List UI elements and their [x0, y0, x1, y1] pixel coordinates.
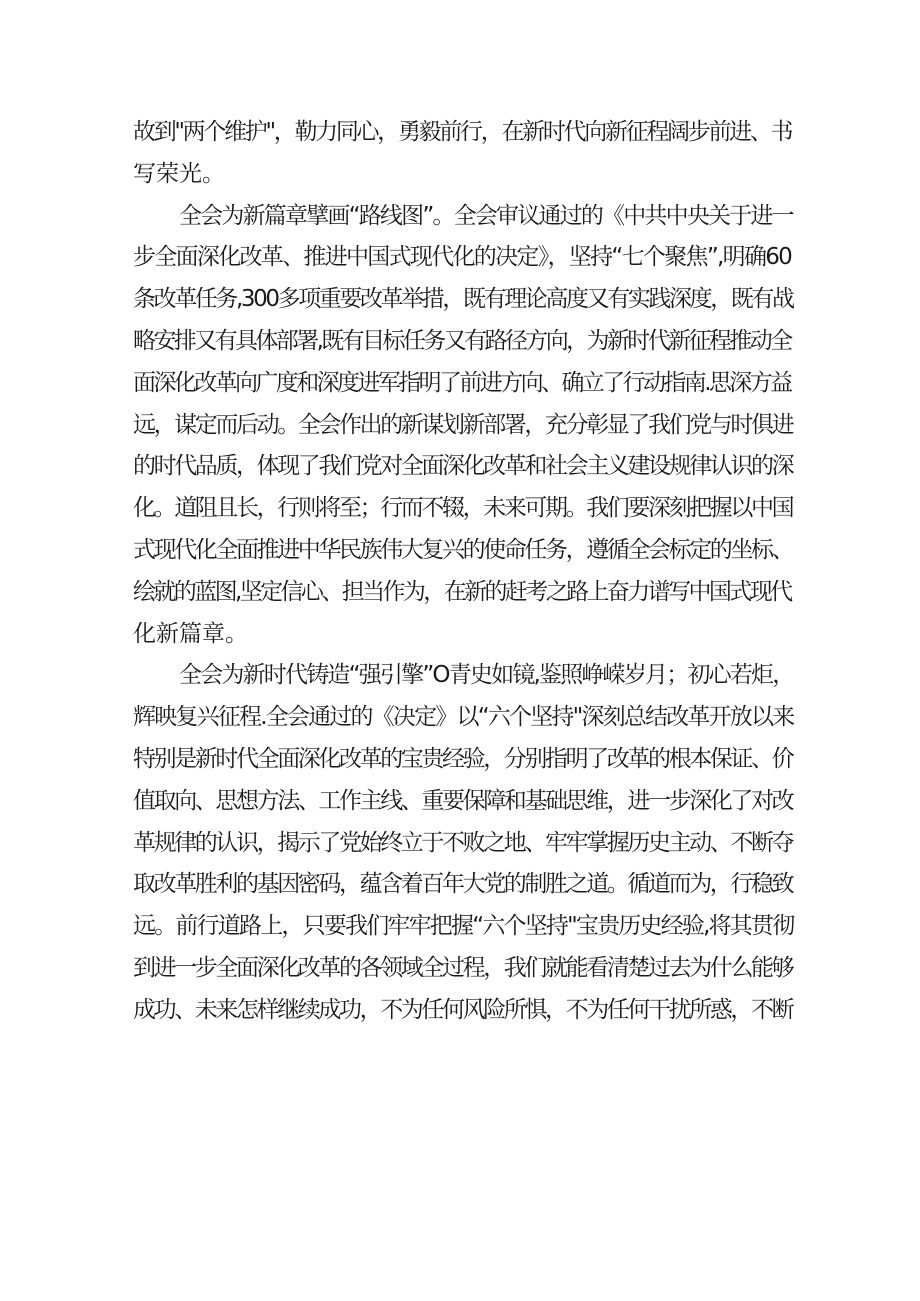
text-line: 取改革胜利的基因密码，蕴含着百年大党的制胜之道。循道而为，行稳致: [133, 871, 793, 898]
text-line: 远。前行道路上，只要我们牢牢把握“六个坚持"宝贵历史经验,将其贯彻: [133, 913, 794, 940]
paragraph-1: [133, 112, 793, 196]
text-line: 式现代化全面推进中华民族伟大复兴的使命任务，遵循全会标定的坐标、: [133, 536, 793, 563]
text-line: 值取向、思想方法、工作主线、重要保障和基础思维，进一步深化了对改: [133, 787, 793, 814]
text-line: 革规律的认识，揭示了党始终立于不败之地、牢牢掌握历史主动、不断夺: [133, 829, 793, 856]
text-line: 略安排又有具体部署,既有目标任务又有路径方向，为新时代新征程推动全: [133, 327, 791, 354]
text-line: 化新篇章。: [133, 620, 248, 647]
paragraph-2: [133, 196, 793, 656]
paragraph-3: [133, 655, 793, 1031]
text-line: 写荣光。: [133, 160, 225, 187]
text-line: 全会为新时代铸造“强引擎”O青史如镜,鉴照峥嵘岁月；初心若炬，: [179, 662, 794, 689]
text-line: 故到"两个维护"，勒力同心，勇毅前行，在新时代向新征程阔步前进、书: [133, 119, 792, 145]
text-line: 的时代品质，体现了我们党对全面深化改革和社会主义建设规律认识的深: [133, 453, 793, 480]
text-line: 条改革任务,300多项重要改革举措，既有理论高度又有实践深度，既有战: [133, 286, 793, 313]
text-line: 到进一步全面深化改革的各领域全过程，我们就能看清楚过去为什么能够: [133, 954, 793, 981]
text-line: 化。道阻且长，行则将至；行而不辍，未来可期。我们要深刻把握以中国: [133, 495, 793, 522]
document-body: [133, 112, 793, 1032]
text-line: 全会为新篇章擘画“路线图”。全会审议通过的《中共中央关于进一: [179, 202, 793, 229]
text-line: 步全面深化改革、推进中国式现代化的决定》，坚持“七个聚焦”,明确60: [133, 244, 792, 271]
text-line: 辉映复兴征程.全会通过的《决定》以“六个坚持"深刻总结改革开放以来: [133, 704, 794, 731]
text-line: 特别是新时代全面深化改革的宝贵经验，分别指明了改革的根本保证、价: [133, 745, 793, 772]
text-line: 成功、未来怎样继续成功，不为任何风险所惧，不为任何干扰所惑，不断: [133, 996, 793, 1023]
text-line: 绘就的蓝图,坚定信心、担当作为，在新的赶考之路上奋力谱写中国式现代: [133, 578, 791, 605]
text-line: 远，谋定而后动。全会作出的新谋划新部署，充分彰显了我们党与时俱进: [133, 411, 793, 438]
text-line: 面深化改革向广度和深度进军指明了前进方向、确立了行动指南.思深方益: [133, 369, 791, 396]
